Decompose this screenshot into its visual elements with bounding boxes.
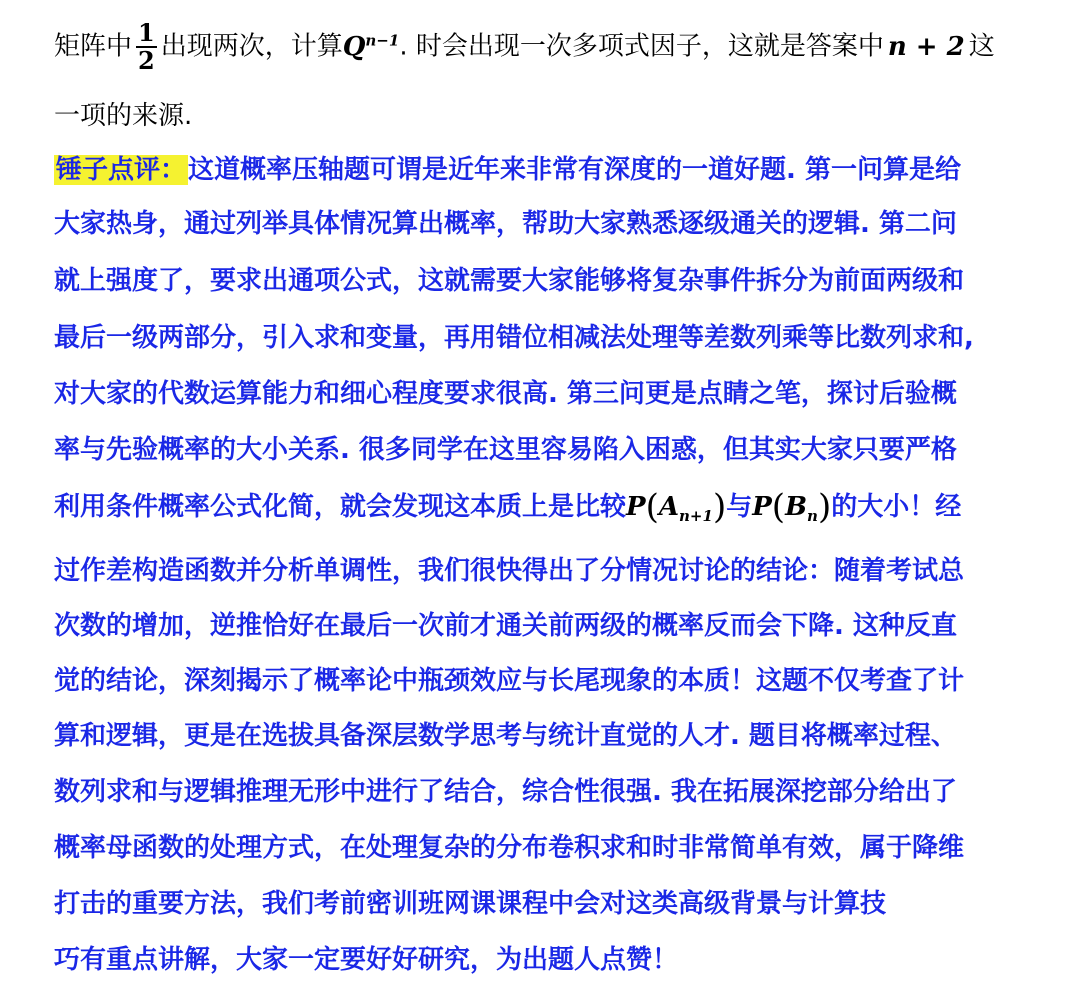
comment-line7-text: 利用条件概率公式化简，就会发现这本质上是比较 [54,492,627,522]
comment-line-1 [54,150,961,190]
comment-line-8: 过作差构造函数并分析单调性，我们很快得出了分情况讨论的结论：随着考试总 [54,556,965,586]
comment-line-9: 次数的增加，逆推恰好在最后一次前才通关前两级的概率反而会下降. 这种反直 [54,611,957,641]
comment-line-14: 打击的重要方法，我们考前密训班网课课程中会对这类高级背景与计算技 [54,889,887,919]
comment-line-4: 最后一级两部分，引入求和变量，再用错位相减法处理等差数列乘等比数列求和, [54,323,974,353]
math-p-a-n-plus-1: $P(A_{n+1})$ [626,487,727,527]
para1-text-b: 出现两次，计算 [160,31,343,62]
math-q-base: Q [342,31,366,62]
para1-text-d: 这 [968,31,995,62]
math-a-subscript: n+1 [679,507,713,526]
para1-line1 [54,10,995,76]
comment-label-highlight: 锤子点评： [56,155,187,185]
fraction-numerator: 1 [138,18,155,48]
math-b-subscript: n [807,507,818,526]
math-p2: P [752,492,772,522]
comment-line-3: 就上强度了，要求出通项公式，这就需要大家能够将复杂事件拆分为前面两级和 [54,266,965,296]
math-b: B [785,492,808,522]
comment-line-10: 觉的结论，深刻揭示了概率论中瓶颈效应与长尾现象的本质！这题不仅考查了计 [54,666,965,696]
para1-text-c: . 时会出现一次多项式因子，这就是答案中 [399,31,884,62]
comment-line-7 [54,487,961,527]
comment-line-12: 数列求和与逻辑推理无形中进行了结合，综合性很强. 我在拓展深挖部分给出了 [54,777,957,807]
math-a: A [658,492,680,522]
comment-line7-end: 的大小！经 [831,492,962,522]
comment-line-6: 率与先验概率的大小关系. 很多同学在这里容易陷入困惑，但其实大家只要严格 [54,435,957,465]
math-p-b-n: $P(B_n)$ [752,487,832,527]
math-q-exponent: n−1 [365,31,400,49]
fraction-one-half [136,20,157,74]
para1-line2: 一项的来源. [54,101,193,131]
fraction-denominator: 2 [138,46,155,76]
comment-line-5: 对大家的代数运算能力和细心程度要求很高. 第三问更是点睛之笔，探讨后验概 [54,379,957,409]
comment-line-text: 这道概率压轴题可谓是近年来非常有深度的一道好题. 第一问算是给 [188,155,961,185]
comment-line7-mid: 与 [726,492,753,522]
comment-line-2: 大家热身，通过列举具体情况算出概率，帮助大家熟悉逐级通关的逻辑. 第二问 [54,209,957,239]
para1-text-a: 矩阵中 [54,31,133,62]
comment-line-11: 算和逻辑，更是在选拔具备深层数学思考与统计直觉的人才. 题目将概率过程、 [54,721,957,751]
math-p1: P [626,492,646,522]
comment-line-13: 概率母函数的处理方式，在处理复杂的分布卷积求和时非常简单有效，属于降维 [54,833,965,863]
math-q [343,32,400,62]
comment-line-15: 巧有重点讲解，大家一定要好好研究，为出题人点赞！ [54,945,679,975]
math-n-plus-2: n + 2 [887,31,965,62]
